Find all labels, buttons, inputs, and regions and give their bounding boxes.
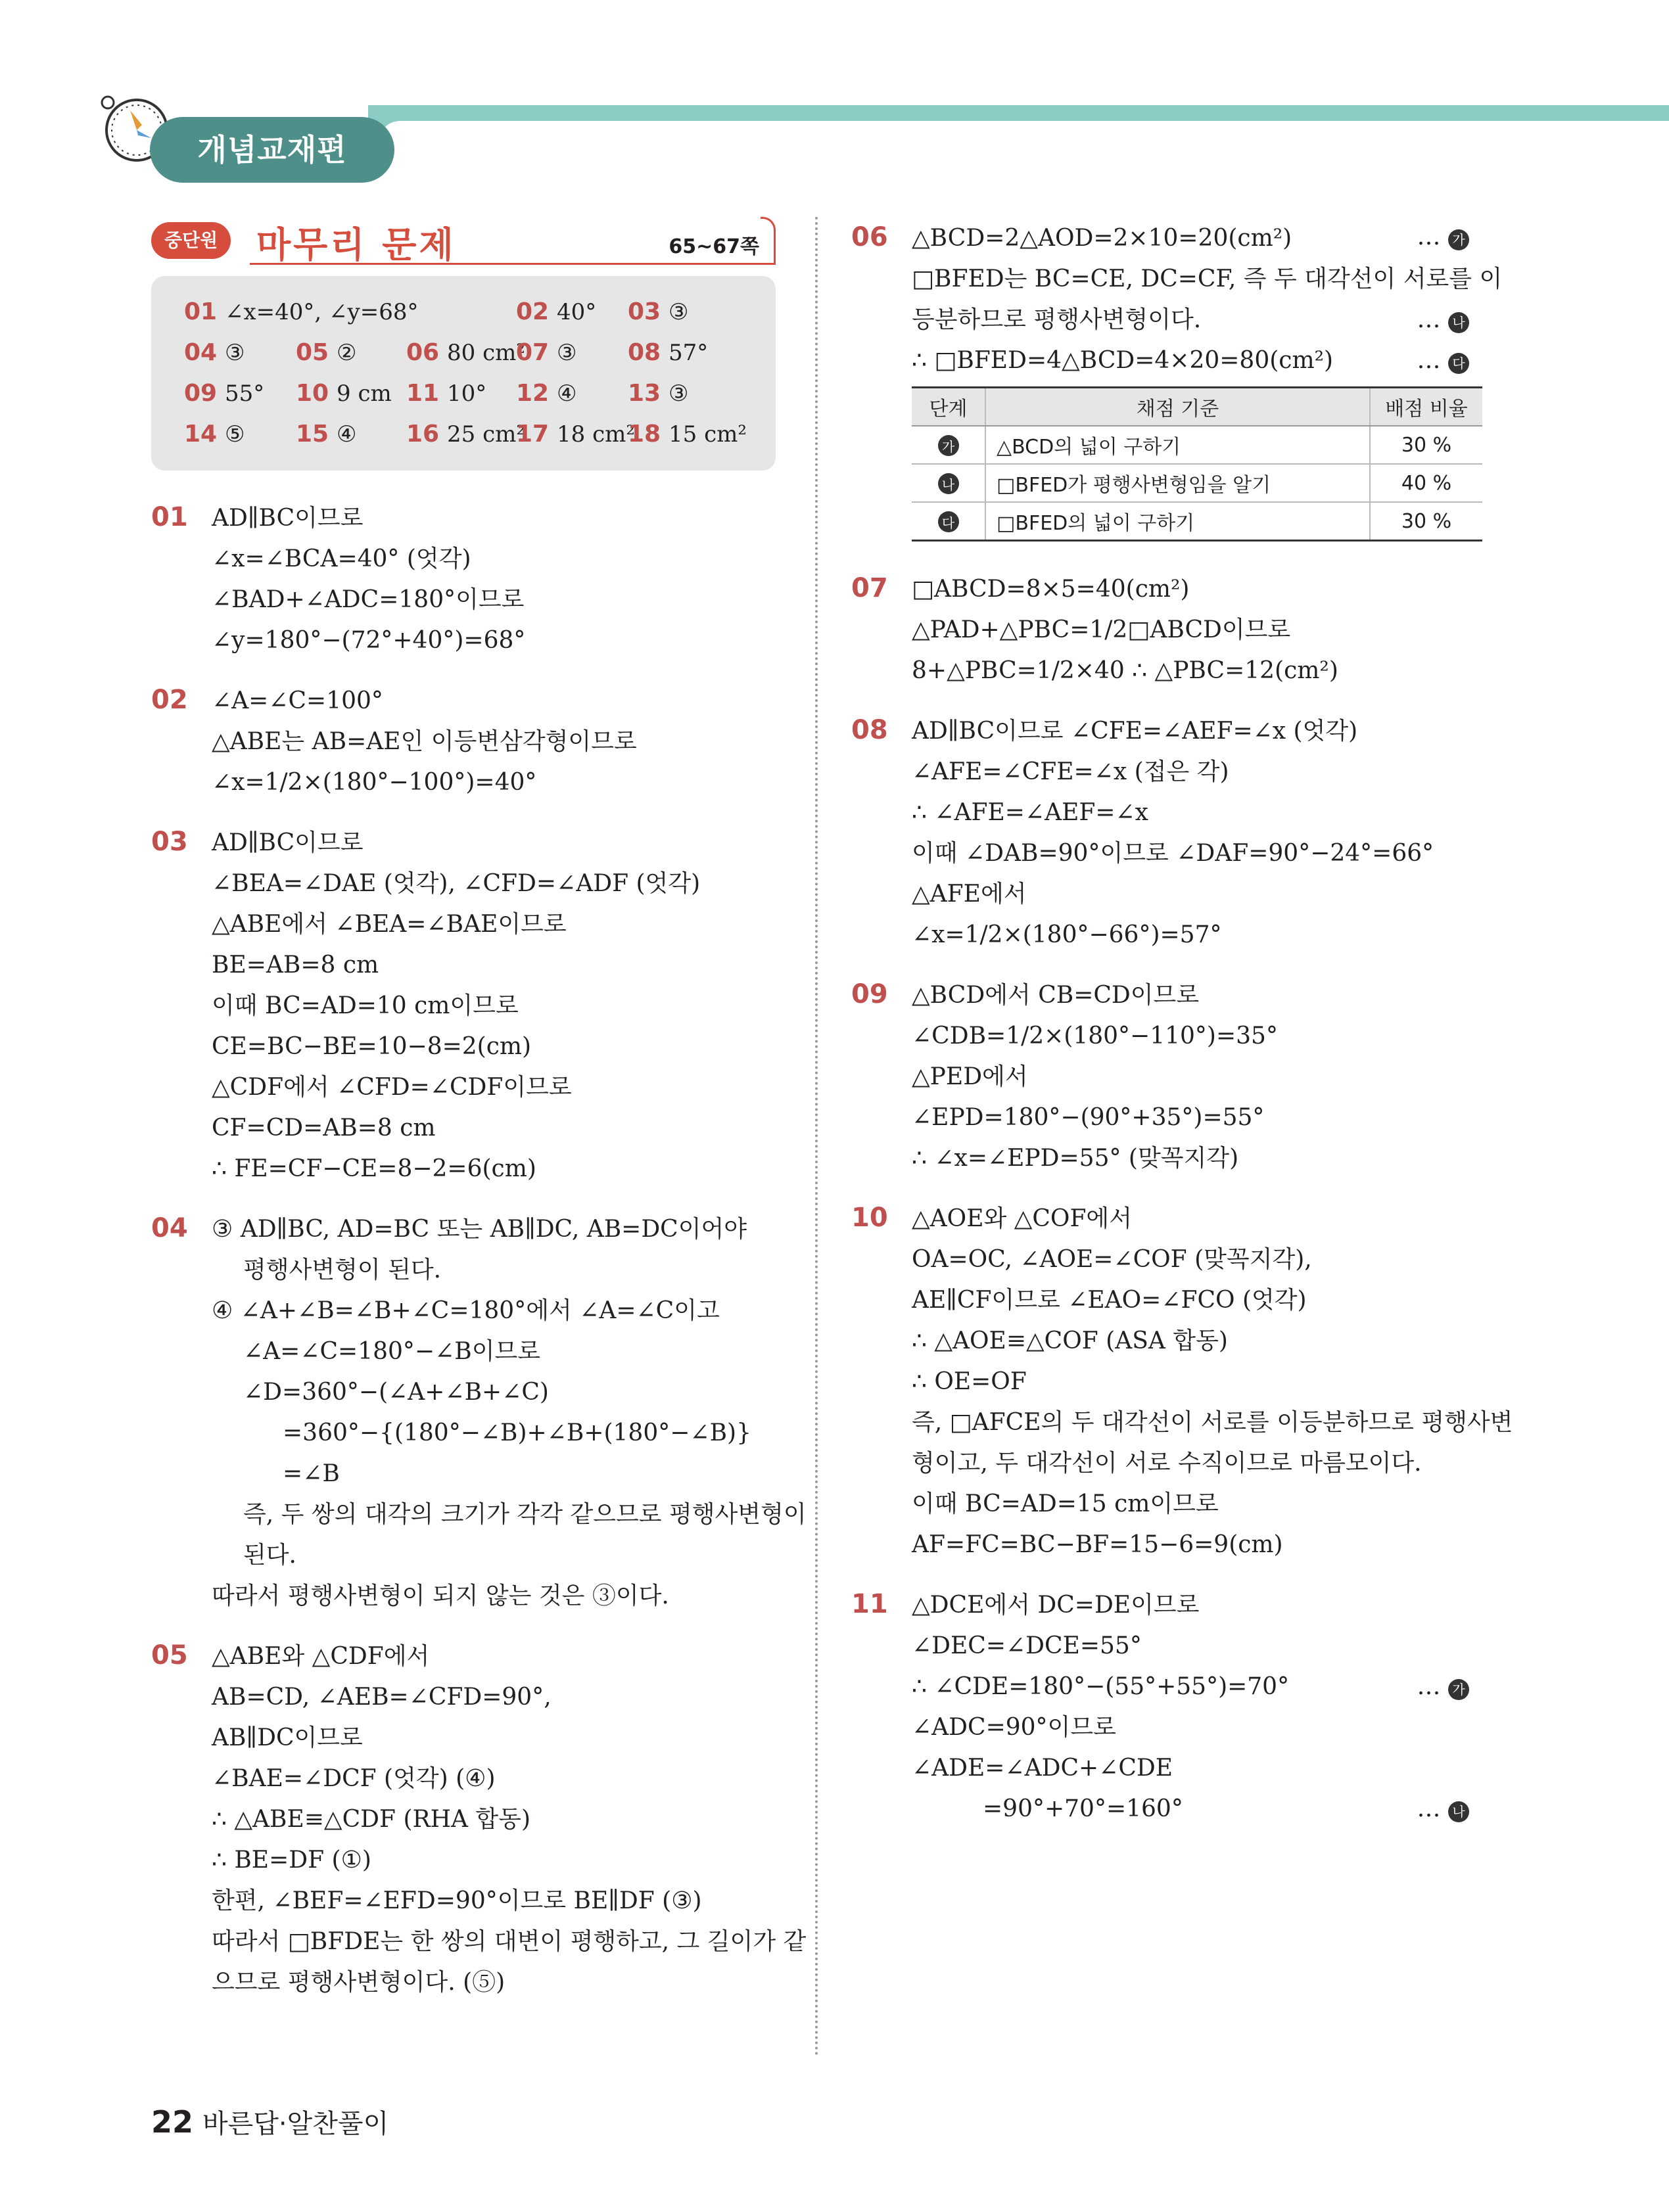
solution-05: 05 △ABE와 △CDF에서 AB=CD, ∠AEB=∠CFD=90°, AB∥DC이므로 ∠BAE=∠DCF (엇각) (④) ∴ △ABE≡△CDF (RHA 합동) ∴ BE=DF (①) 한편, ∠BEF=∠EFD=90°이므로 BE∥DF (③) 따라서 □BFDE는 한 쌍의 대변이 평행하고, 그 길이가 같 으므로 평행사변형이다. (⑤) <box>151 1640 807 1996</box>
table-row: 나 □BFED가 평행사변형임을 알기 40 % <box>912 464 1482 502</box>
section-title: 마무리 문제 <box>256 224 456 265</box>
mark-ga-icon: 가 <box>1448 1679 1469 1700</box>
answer-item: 08 57° <box>628 339 709 366</box>
solution-02: 02 ∠A=∠C=100° △ABE는 AB=AE인 이등변삼각형이므로 ∠x=1/2×(180°−100°)=40° <box>151 685 637 796</box>
solution-09: 09 △BCD에서 CB=CD이므로 ∠CDB=1/2×(180°−110°)=35° △PED에서 ∠EPD=180°−(90°+35°)=55° ∴ ∠x=∠EPD=55° (맞꼭지각) <box>851 979 1278 1172</box>
solution-07: 07 □ABCD=8×5=40(cm²) △PAD+△PBC=1/2□ABCD이므로 8+△PBC=1/2×40 ∴ △PBC=12(cm²) <box>851 573 1338 684</box>
title-corner <box>761 217 776 265</box>
mark-ga-icon: 가 <box>1448 229 1469 250</box>
header-bar <box>368 105 1669 121</box>
answer-item: 05 ② <box>296 339 357 366</box>
mark-na-icon: 나 <box>1448 1801 1469 1822</box>
answer-row <box>184 333 756 373</box>
book-part-label: 바른답·알찬풀이 <box>202 2109 389 2139</box>
section-badge: 중단원 <box>151 222 231 259</box>
mark-na-icon: 나 <box>1448 312 1469 333</box>
solution-01: 01 AD∥BC이므로 ∠x=∠BCA=40° (엇각) ∠BAD+∠ADC=180°이므로 ∠y=180°−(72°+40°)=68° <box>151 502 526 654</box>
mark-da-icon: 다 <box>1448 353 1469 374</box>
column-divider <box>815 217 818 2057</box>
solution-08: 08 AD∥BC이므로 ∠CFE=∠AEF=∠x (엇각) ∠AFE=∠CFE=∠x (접은 각) ∴ ∠AFE=∠AEF=∠x 이때 ∠DAB=90°이므로 ∠DAF=90°−24°=66° △AFE에서 ∠x=1/2×(180°−66°)=57° <box>851 715 1434 948</box>
answer-item: 06 80 cm² <box>406 339 525 366</box>
section-title-row <box>151 217 776 269</box>
answer-item: 11 10° <box>406 380 487 407</box>
answer-item: 18 15 cm² <box>628 421 747 448</box>
answer-item: 10 9 cm <box>296 380 392 407</box>
page-number: 22 <box>151 2104 194 2140</box>
answer-item: 02 40° <box>516 298 597 325</box>
solution-04: 04 ③ AD∥BC, AD=BC 또는 AB∥DC, AB=DC이어야 평행사변형이 된다. ④ ∠A+∠B=∠B+∠C=180°에서 ∠A=∠C이고 ∠A=∠C=180°−∠B이므로 ∠D=360°−(∠A+∠B+∠C) =360°−{(180°−∠B)+∠B+(180°−∠B)} =∠B 즉, 두 쌍의 대각의 크기가 각각 같으므로 평행사변형이 된다. 따라서 평행사변형이 되지 않는 것은 ③이다. <box>151 1213 807 1609</box>
answer-row <box>184 292 756 333</box>
answer-item: 12 ④ <box>516 380 577 407</box>
title-underline <box>250 263 776 265</box>
page-footer <box>151 2103 388 2140</box>
answer-item: 07 ③ <box>516 339 577 366</box>
table-row: 다 □BFED의 넓이 구하기 30 % <box>912 502 1482 541</box>
answer-item: 14 ⑤ <box>184 421 245 448</box>
quick-answers <box>151 276 776 471</box>
answer-item: 15 ④ <box>296 421 357 448</box>
answer-item: 09 55° <box>184 380 265 407</box>
answer-item: 01 ∠x=40°, ∠y=68° <box>184 298 419 325</box>
answer-item: 04 ③ <box>184 339 245 366</box>
left-column <box>151 217 807 2021</box>
table-row: 가 △BCD의 넓이 구하기 30 % <box>912 426 1482 464</box>
solution-06: 06 △BCD=2△AOD=2×10=20(cm²) … 가 □BFED는 BC=CE, DC=CF, 즉 두 대각선이 서로를 이 등분하므로 평행사변형이다. … 나 ∴ □BFED=4△BCD=4×20=80(cm²) … 다 단계 채점 기준 배점 비율 가 △BCD의 넓이 구하기 30 % 나 □BFED가 평행사변형임을 알기 40 % 다 □BFED의 넓이 구하기 30 % <box>851 217 1482 541</box>
solution-11: 11 △DCE에서 DC=DE이므로 ∠DEC=∠DCE=55° ∴ ∠CDE=180°−(55°+55°)=70° … 가 ∠ADC=90°이므로 ∠ADE=∠ADC+∠CDE =90°+70°=160° … 나 <box>851 1584 1482 1830</box>
section-pages: 65~67쪽 <box>669 235 759 258</box>
answer-item: 13 ③ <box>628 380 689 407</box>
header-tab: 개념교재편 <box>150 117 394 183</box>
solution-03: 03 AD∥BC이므로 ∠BEA=∠DAE (엇각), ∠CFD=∠ADF (엇각) △ABE에서 ∠BEA=∠BAE이므로 BE=AB=8 cm 이때 BC=AD=10 cm이므로 CE=BC−BE=10−8=2(cm) △CDF에서 ∠CFD=∠CDF이므로 CF=CD=AB=8 cm ∴ FE=CF−CE=8−2=6(cm) <box>151 827 701 1182</box>
scoring-table: 단계 채점 기준 배점 비율 가 △BCD의 넓이 구하기 30 % 나 □BFED가 평행사변형임을 알기 40 % 다 □BFED의 넓이 구하기 30 % <box>912 386 1482 541</box>
solution-10: 10 △AOE와 △COF에서 OA=OC, ∠AOE=∠COF (맞꼭지각), AE∥CF이므로 ∠EAO=∠FCO (엇각) ∴ △AOE≡△COF (ASA 합동) ∴ OE=OF 즉, □AFCE의 두 대각선이 서로를 이등분하므로 평행사변 형이고, 두 대각선이 서로 수직이므로 마름모이다. 이때 BC=AD=15 cm이므로 AF=FC=BC−BF=15−6=9(cm) <box>851 1203 1513 1558</box>
answer-item: 16 25 cm² <box>406 421 525 448</box>
answer-row <box>184 373 756 414</box>
answer-row <box>184 414 756 455</box>
right-column <box>851 217 1513 1848</box>
answer-item: 03 ③ <box>628 298 689 325</box>
answer-item: 17 18 cm² <box>516 421 635 448</box>
